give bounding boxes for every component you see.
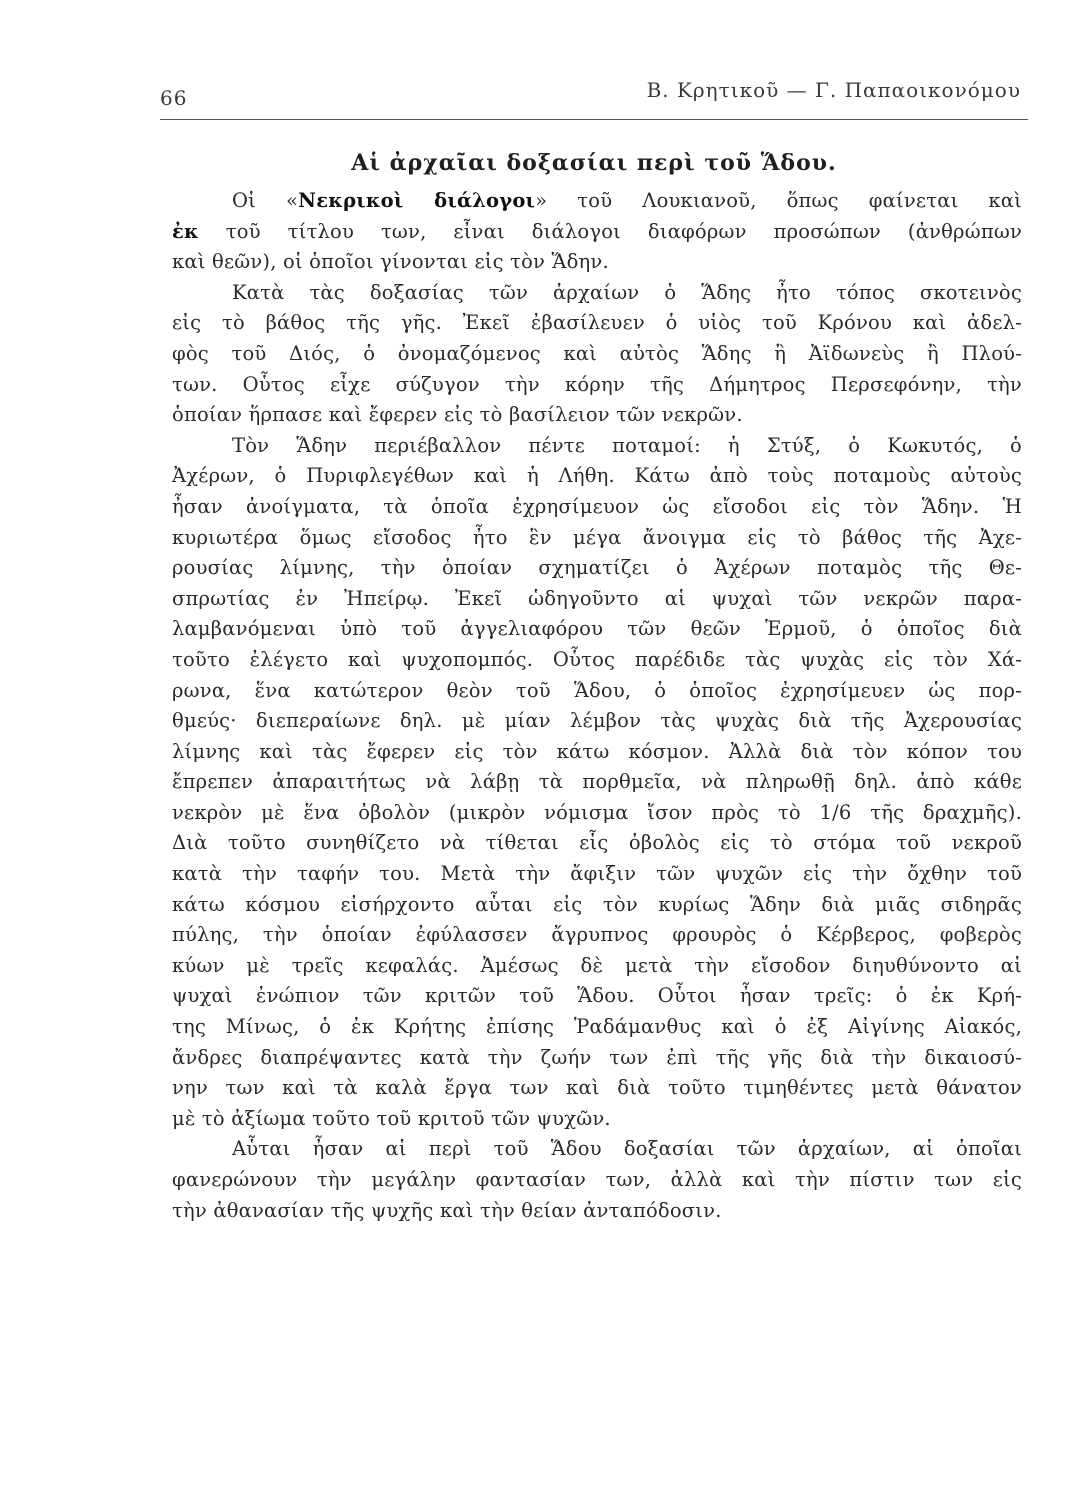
chapter-title: Αἱ ἀρχαῖαι δοξασίαι περὶ τοῦ Ἅδου. — [351, 150, 837, 176]
text-line — [172, 1196, 1022, 1227]
paragraph — [172, 431, 1022, 1135]
text-line — [172, 461, 1022, 492]
text-run: φὸς τοῦ Διός, ὁ ὀνομαζόμενος καὶ αὐτὸς Ἅδης ἢ Ἀϊδωνεὺς ἢ Πλού- — [172, 341, 1022, 365]
text-run: της Μίνως, ὁ ἐκ Κρήτης ἐπίσης Ῥαδάμανθυς καὶ ὁ ἐξ Αἰγίνης Αἰακός, — [172, 1015, 1022, 1039]
text-line — [172, 370, 1022, 401]
text-run: Διὰ τοῦτο συνηθίζετο νὰ τίθεται εἷς ὀβολὸς εἰς τὸ στόμα τοῦ νεκροῦ — [172, 831, 1022, 855]
text-line — [172, 186, 1022, 217]
text-line — [172, 951, 1022, 982]
bold-text: Νεκρικοὶ διάλογοι — [298, 189, 536, 212]
text-line — [172, 278, 1022, 309]
text-line — [172, 217, 1022, 248]
page-number: 66 — [160, 86, 188, 110]
text-run: κύων μὲ τρεῖς κεφαλάς. Ἀμέσως δὲ μετὰ τὴν εἴσοδον διηυθύνοντο αἱ — [172, 953, 1022, 977]
text-run: λίμνης καὶ τὰς ἔφερεν εἰς τὸν κάτω κόσμον. Ἀλλὰ διὰ τὸν κόπον του — [172, 739, 1022, 763]
text-line — [172, 553, 1022, 584]
text-line — [172, 798, 1022, 829]
text-run: κυριωτέρα ὅμως εἴσοδος ἦτο ἓν μέγα ἄνοιγμα εἰς τὸ βάθος τῆς Ἀχε- — [172, 525, 1022, 549]
text-line — [172, 676, 1022, 707]
text-run: ρωνα, ἕνα κατώτερον θεὸν τοῦ Ἅδου, ὁ ὁποῖος ἐχρησίμευεν ὡς πορ- — [172, 678, 1022, 702]
text-line — [172, 614, 1022, 645]
paragraph — [172, 278, 1022, 431]
text-line — [172, 431, 1022, 462]
text-line — [172, 400, 1022, 431]
text-run: Κατὰ τὰς δοξασίας τῶν ἀρχαίων ὁ Ἅδης ἦτο τόπος σκοτεινὸς — [232, 280, 1022, 304]
text-run: εἰς τὸ βάθος τῆς γῆς. Ἐκεῖ ἐβασίλευεν ὁ υἱὸς τοῦ Κρόνου καὶ ἀδελ- — [172, 311, 1022, 335]
bold-text: ἐκ — [172, 219, 199, 243]
text-run: ρουσίας λίμνης, τὴν ὁποίαν σχηματίζει ὁ Ἀχέρων ποταμὸς τῆς Θε- — [172, 556, 1022, 580]
text-line — [172, 859, 1022, 890]
text-run: ἄνδρες διαπρέψαντες κατὰ τὴν ζωήν των ἐπὶ τῆς γῆς διὰ τὴν δικαιοσύ- — [172, 1045, 1022, 1069]
text-line — [172, 981, 1022, 1012]
text-run: καὶ θεῶν), οἱ ὁποῖοι γίνονται εἰς τὸν Ἅδην. — [172, 250, 609, 274]
text-run: Ἀχέρων, ὁ Πυριφλεγέθων καὶ ἡ Λήθη. Κάτω ἀπὸ τοὺς ποταμοὺς αὐτοὺς — [172, 464, 1022, 488]
body-text — [172, 186, 1022, 1226]
paragraph — [172, 1134, 1022, 1226]
text-run: ψυχαὶ ἐνώπιον τῶν κριτῶν τοῦ Ἅδου. Οὗτοι ἦσαν τρεῖς: ὁ ἐκ Κρή- — [172, 984, 1022, 1008]
text-line — [172, 1012, 1022, 1043]
text-run: φανερώνουν τὴν μεγάλην φαντασίαν των, ἀλλὰ καὶ τὴν πίστιν των εἰς — [172, 1168, 1022, 1191]
text-run: Οἱ « — [232, 189, 299, 212]
text-line — [172, 492, 1022, 523]
paragraph — [172, 186, 1022, 278]
text-line — [172, 1165, 1022, 1196]
text-run: νην των καὶ τὰ καλὰ ἔργα των καὶ διὰ τοῦτο τιμηθέντες μετὰ θάνατον — [172, 1076, 1022, 1100]
text-line — [172, 645, 1022, 676]
text-line — [172, 1043, 1022, 1074]
running-head: Β. Κρητικοῦ — Γ. Παπαοικονόμου — [646, 78, 1021, 102]
text-line — [172, 308, 1022, 339]
text-line — [172, 737, 1022, 768]
text-line — [172, 247, 1022, 278]
text-line — [172, 339, 1022, 370]
text-line — [172, 706, 1022, 737]
text-line — [172, 920, 1022, 951]
text-run: λαμβανόμεναι ὑπὸ τοῦ ἀγγελιαφόρου τῶν θεῶν Ἑρμοῦ, ὁ ὁποῖος διὰ — [172, 617, 1022, 641]
text-line — [172, 1073, 1022, 1104]
text-line — [172, 523, 1022, 554]
text-run: σπρωτίας ἐν Ἠπείρῳ. Ἐκεῖ ὡδηγοῦντο αἱ ψυχαὶ τῶν νεκρῶν παρα- — [172, 586, 1022, 610]
text-run: τοῦ τίτλου των, εἶναι διάλογοι διαφόρων προσώπων (ἀνθρώπων — [198, 219, 1022, 243]
text-run: των. Οὗτος εἶχε σύζυγον τὴν κόρην τῆς Δήμητρος Περσεφόνην, τὴν — [172, 372, 1022, 396]
text-run: κατὰ τὴν ταφήν του. Μετὰ τὴν ἄφιξιν τῶν ψυχῶν εἰς τὴν ὄχθην τοῦ — [172, 862, 1022, 886]
text-run: Τὸν Ἅδην περιέβαλλον πέντε ποταμοί: ἡ Στύξ, ὁ Κωκυτός, ὁ — [232, 433, 1022, 457]
header-rule — [160, 119, 1028, 120]
text-run: μὲ τὸ ἀξίωμα τοῦτο τοῦ κριτοῦ τῶν ψυχῶν. — [172, 1106, 611, 1130]
text-run: τοῦτο ἐλέγετο καὶ ψυχοπομπός. Οὗτος παρέδιδε τὰς ψυχὰς εἰς τὸν Χά- — [172, 647, 1022, 671]
text-line — [172, 584, 1022, 615]
text-run: θμεύς· διεπεραίωνε δηλ. μὲ μίαν λέμβον τὰς ψυχὰς διὰ τῆς Ἀχερουσίας — [172, 709, 1022, 733]
text-run: Αὗται ἦσαν αἱ περὶ τοῦ Ἅδου δοξασίαι τῶν ἀρχαίων, αἱ ὁποῖαι — [232, 1137, 1022, 1161]
text-line — [172, 1134, 1022, 1165]
text-run: » τοῦ Λουκιανοῦ, ὅπως φαίνεται καὶ — [535, 189, 1023, 212]
text-line — [172, 890, 1022, 921]
text-run: πύλης, τὴν ὁποίαν ἐφύλασσεν ἄγρυπνος φρουρὸς ὁ Κέρβερος, φοβερὸς — [172, 923, 1022, 947]
text-run: κάτω κόσμου εἰσήρχοντο αὗται εἰς τὸν κυρίως Ἅδην διὰ μιᾶς σιδηρᾶς — [172, 892, 1022, 916]
text-line — [172, 828, 1022, 859]
text-run: ἦσαν ἀνοίγματα, τὰ ὁποῖα ἐχρησίμευον ὡς εἴσοδοι εἰς τὸν Ἅδην. Ἡ — [172, 494, 1022, 518]
text-line — [172, 1104, 1022, 1135]
text-line — [172, 767, 1022, 798]
text-run: νεκρὸν μὲ ἕνα ὀβολὸν (μικρὸν νόμισμα ἴσον πρὸς τὸ 1/6 τῆς δραχμῆς). — [172, 800, 1022, 824]
text-run: ἔπρεπεν ἀπαραιτήτως νὰ λάβῃ τὰ πορθμεῖα, νὰ πληρωθῇ δηλ. ἀπὸ κάθε — [172, 770, 1022, 794]
text-run: ὁποίαν ἥρπασε καὶ ἔφερεν εἰς τὸ βασίλειον τῶν νεκρῶν. — [172, 403, 743, 427]
text-run: τὴν ἀθανασίαν τῆς ψυχῆς καὶ τὴν θείαν ἀνταπόδοσιν. — [172, 1198, 722, 1222]
